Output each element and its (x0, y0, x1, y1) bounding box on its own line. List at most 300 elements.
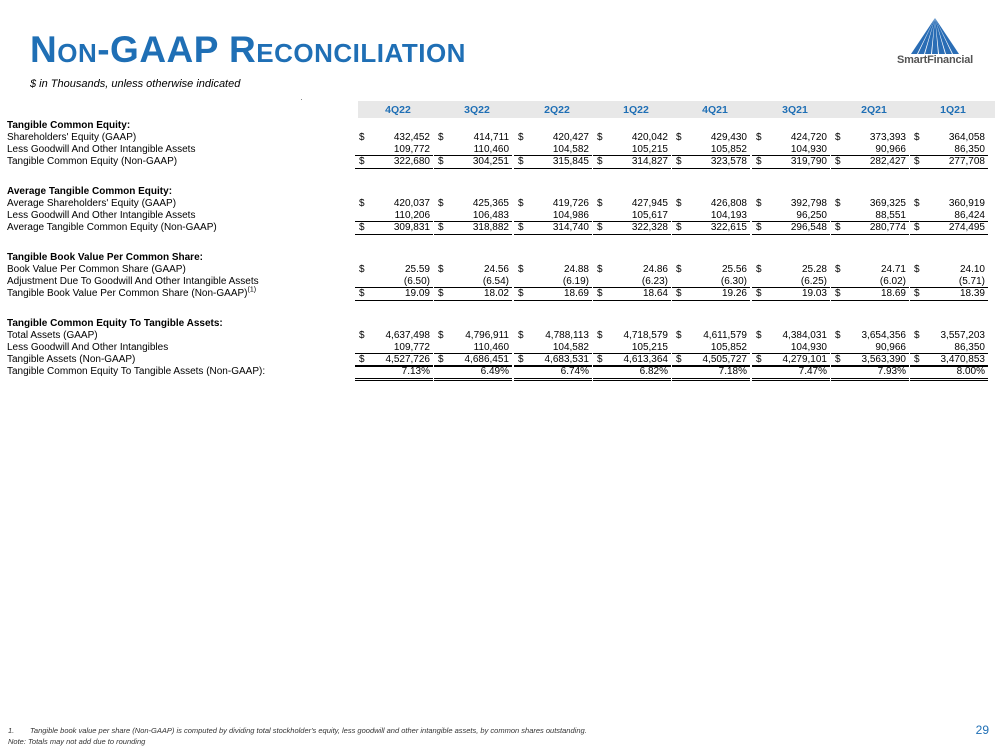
currency-symbol: $ (756, 222, 762, 233)
value-cell (752, 198, 830, 210)
row-label-text: Tangible Common Equity To Tangible Assets: (7, 318, 223, 329)
value-text: 309,831 (393, 222, 430, 233)
company-logo (880, 18, 990, 73)
currency-symbol: $ (359, 330, 365, 341)
currency-symbol: $ (835, 330, 841, 341)
value-text: 315,845 (552, 156, 589, 167)
row-label-text: Tangible Book Value Per Common Share (Non-GAAP) (7, 288, 248, 299)
value-cell (910, 264, 988, 276)
row-label-text: Tangible Book Value Per Common Share: (7, 252, 203, 263)
value-cell (910, 365, 988, 381)
currency-symbol: $ (835, 264, 841, 275)
currency-symbol: $ (835, 222, 841, 233)
value-text: 304,251 (472, 156, 509, 167)
value-text: 86,350 (954, 144, 985, 155)
value-text: 104,582 (552, 144, 589, 155)
currency-symbol: $ (359, 198, 365, 209)
value-text: 106,483 (472, 210, 509, 221)
value-text: 322,328 (631, 222, 668, 233)
value-text: 110,460 (473, 144, 509, 155)
value-text: 4,796,911 (465, 330, 509, 341)
currency-symbol: $ (597, 264, 603, 275)
row-label (7, 222, 217, 234)
value-text: 18.69 (563, 288, 589, 299)
currency-symbol: $ (676, 354, 682, 365)
value-cell (355, 264, 433, 276)
value-cell (593, 155, 671, 169)
value-text: 24.71 (880, 264, 906, 275)
currency-symbol: $ (597, 330, 603, 341)
value-cell (355, 132, 433, 144)
value-text: 427,945 (631, 198, 668, 209)
currency-symbol: $ (914, 198, 920, 209)
currency-symbol: $ (359, 156, 365, 167)
value-text: 7.18% (718, 366, 747, 377)
currency-symbol: $ (597, 156, 603, 167)
row-label (7, 276, 259, 288)
currency-symbol: $ (597, 198, 603, 209)
value-cell (434, 330, 512, 342)
row-label (7, 156, 177, 168)
section-header-row (7, 120, 997, 132)
value-text: 414,711 (473, 132, 509, 143)
row-label-text: Less Goodwill And Other Intangibles (7, 342, 169, 353)
currency-symbol: $ (359, 354, 365, 365)
table-row (7, 366, 997, 378)
value-text: 105,215 (631, 342, 668, 353)
value-text: 432,452 (393, 132, 430, 143)
value-cell (434, 287, 512, 301)
value-text: 322,615 (710, 222, 747, 233)
value-cell (831, 221, 909, 235)
value-text: 392,798 (790, 198, 827, 209)
value-cell (593, 198, 671, 210)
row-label (7, 198, 176, 210)
value-text: (6.30) (720, 276, 747, 287)
value-cell (752, 287, 830, 301)
currency-symbol: $ (756, 198, 762, 209)
value-cell (434, 365, 512, 381)
currency-symbol: $ (359, 222, 365, 233)
value-cell (672, 365, 750, 381)
value-text: 110,460 (473, 342, 509, 353)
row-label-text: Average Shareholders' Equity (GAAP) (7, 198, 177, 209)
table-row (7, 156, 997, 168)
value-text: 296,548 (790, 222, 827, 233)
value-cell (910, 287, 988, 301)
value-cell (672, 132, 750, 144)
currency-symbol: $ (438, 132, 444, 143)
row-label (7, 144, 195, 156)
row-label (7, 318, 223, 330)
value-cell (672, 155, 750, 169)
row-label-text: Book Value Per Common Share (GAAP) (7, 264, 186, 275)
row-label (7, 252, 203, 264)
value-text: 373,393 (869, 132, 906, 143)
value-text: 420,042 (631, 132, 668, 143)
value-text: 322,680 (393, 156, 430, 167)
decorative-dot (301, 99, 302, 100)
row-label (7, 342, 168, 354)
value-cell (434, 198, 512, 210)
column-header-4q21: 4Q21 (702, 104, 728, 116)
value-text: 282,427 (869, 156, 906, 167)
currency-symbol: $ (756, 354, 762, 365)
value-cell (752, 132, 830, 144)
value-cell (593, 221, 671, 235)
value-cell (752, 330, 830, 342)
spacer-row (7, 300, 997, 318)
value-text: 426,808 (710, 198, 747, 209)
currency-symbol: $ (597, 354, 603, 365)
row-label-text: Average Tangible Common Equity (Non-GAAP) (7, 222, 217, 233)
value-text: 109,772 (393, 342, 430, 353)
row-label (7, 330, 98, 342)
value-text: 4,279,101 (782, 354, 827, 365)
footnote-number: 1. (8, 726, 15, 735)
value-text: 104,582 (552, 342, 589, 353)
value-text: (6.25) (800, 276, 827, 287)
value-cell (355, 198, 433, 210)
value-cell (672, 221, 750, 235)
currency-symbol: $ (914, 222, 920, 233)
currency-symbol: $ (518, 222, 524, 233)
value-text: 277,708 (948, 156, 985, 167)
column-header-2q21: 2Q21 (861, 104, 887, 116)
currency-symbol: $ (359, 132, 365, 143)
value-text: 24.56 (483, 264, 509, 275)
value-cell (831, 330, 909, 342)
row-label (7, 120, 130, 132)
currency-symbol: $ (914, 264, 920, 275)
rounding-note: Note: Totals may not add due to rounding (8, 737, 146, 746)
value-text: 6.74% (560, 366, 589, 377)
currency-symbol: $ (835, 156, 841, 167)
value-text: 24.88 (563, 264, 589, 275)
value-cell (434, 221, 512, 235)
currency-symbol: $ (438, 330, 444, 341)
logo-pyramid-icon (905, 18, 965, 54)
section-header-row (7, 252, 997, 264)
value-cell (355, 330, 433, 342)
currency-symbol: $ (438, 354, 444, 365)
column-header-1q21: 1Q21 (940, 104, 966, 116)
value-text: 86,350 (954, 342, 985, 353)
currency-symbol: $ (518, 198, 524, 209)
value-text: 4,384,031 (782, 330, 827, 341)
currency-symbol: $ (676, 156, 682, 167)
value-text: 369,325 (869, 198, 906, 209)
currency-symbol: $ (518, 354, 524, 365)
value-text: 4,527,726 (385, 354, 430, 365)
value-cell (514, 132, 592, 144)
currency-symbol: $ (518, 264, 524, 275)
currency-symbol: $ (359, 264, 365, 275)
value-cell (593, 287, 671, 301)
row-label-text: Total Assets (GAAP) (7, 330, 98, 341)
logo-wordmark: SmartFinancial (896, 54, 974, 66)
table-row (7, 132, 997, 144)
page-number: 29 (975, 723, 989, 737)
currency-symbol: $ (597, 132, 603, 143)
row-label (7, 354, 135, 366)
footnote-text: Tangible book value per share (Non-GAAP) is computed by dividing total stockholder's equity, less goodwill and other intangible assets, by common shares outstanding. (30, 726, 587, 735)
value-text: 323,578 (710, 156, 747, 167)
value-cell (593, 330, 671, 342)
value-cell (831, 287, 909, 301)
value-cell (910, 155, 988, 169)
value-text: (6.54) (482, 276, 509, 287)
value-text: 319,790 (790, 156, 827, 167)
row-label (7, 210, 195, 222)
value-text: (6.19) (562, 276, 589, 287)
column-header-1q22: 1Q22 (623, 104, 649, 116)
value-text: (6.02) (879, 276, 906, 287)
currency-symbol: $ (756, 132, 762, 143)
currency-symbol: $ (676, 222, 682, 233)
value-text: 8.00% (956, 366, 985, 377)
value-text: 19.03 (801, 288, 827, 299)
value-text: 314,740 (552, 222, 589, 233)
value-text: 19.09 (404, 288, 430, 299)
section-header-row (7, 186, 997, 198)
value-text: 88,551 (875, 210, 906, 221)
row-label (7, 132, 136, 144)
column-header-2q22: 2Q22 (544, 104, 570, 116)
value-cell (593, 264, 671, 276)
value-text: 3,470,853 (940, 354, 985, 365)
value-text: 360,919 (948, 198, 985, 209)
currency-symbol: $ (518, 330, 524, 341)
value-cell (434, 264, 512, 276)
value-cell (752, 365, 830, 381)
value-text: 3,654,356 (861, 330, 906, 341)
value-cell (752, 221, 830, 235)
value-text: 18.02 (483, 288, 509, 299)
currency-symbol: $ (835, 198, 841, 209)
currency-symbol: $ (518, 132, 524, 143)
currency-symbol: $ (597, 222, 603, 233)
row-label-text: Tangible Common Equity To Tangible Assets (Non-GAAP): (7, 366, 266, 377)
value-cell (355, 287, 433, 301)
currency-symbol: $ (438, 222, 444, 233)
row-label (7, 186, 172, 198)
currency-symbol: $ (835, 132, 841, 143)
value-text: 4,718,579 (623, 330, 668, 341)
table-row (7, 288, 997, 300)
currency-symbol: $ (438, 264, 444, 275)
value-text: 6.49% (480, 366, 509, 377)
table-row (7, 222, 997, 234)
value-text: 4,611,579 (703, 330, 747, 341)
value-cell (910, 132, 988, 144)
value-cell (831, 198, 909, 210)
value-text: 3,563,390 (861, 354, 906, 365)
currency-symbol: $ (676, 288, 682, 299)
value-text: 18.69 (880, 288, 906, 299)
footnote-marker: (1) (247, 286, 257, 294)
value-text: 90,966 (875, 342, 906, 353)
value-text: 105,617 (631, 210, 668, 221)
spacer-row (7, 234, 997, 252)
value-text: 105,215 (631, 144, 668, 155)
column-header-4q22: 4Q22 (385, 104, 411, 116)
value-text: 105,852 (710, 342, 747, 353)
section-header-row (7, 318, 997, 330)
value-text: 90,966 (875, 144, 906, 155)
table-row (7, 264, 997, 276)
value-text: 104,930 (790, 342, 827, 353)
reconciliation-table (7, 120, 997, 378)
value-text: 96,250 (796, 210, 827, 221)
value-text: 419,726 (552, 198, 589, 209)
currency-symbol: $ (756, 156, 762, 167)
value-text: 6.82% (639, 366, 668, 377)
value-cell (672, 198, 750, 210)
value-cell (434, 155, 512, 169)
currency-symbol: $ (914, 156, 920, 167)
value-cell (434, 132, 512, 144)
value-text: 280,774 (869, 222, 906, 233)
value-cell (514, 264, 592, 276)
row-label-text: Shareholders' Equity (GAAP) (7, 132, 137, 143)
value-text: 24.86 (642, 264, 668, 275)
value-text: 4,683,531 (544, 354, 589, 365)
value-cell (910, 198, 988, 210)
currency-symbol: $ (676, 330, 682, 341)
value-cell (514, 287, 592, 301)
page-subtitle: $ in Thousands, unless otherwise indicated (30, 78, 241, 90)
value-text: (6.50) (403, 276, 430, 287)
value-text: 25.56 (721, 264, 747, 275)
row-label-text: Adjustment Due To Goodwill And Other Intangible Assets (7, 276, 259, 287)
value-text: 7.47% (798, 366, 827, 377)
value-text: (6.23) (641, 276, 668, 287)
value-cell (752, 264, 830, 276)
currency-symbol: $ (676, 198, 682, 209)
row-label-text: Less Goodwill And Other Intangible Assets (7, 210, 196, 221)
value-text: (5.71) (958, 276, 985, 287)
table-row (7, 198, 997, 210)
value-text: 3,557,203 (940, 330, 985, 341)
column-header-3q22: 3Q22 (464, 104, 490, 116)
value-text: 4,788,113 (545, 330, 589, 341)
currency-symbol: $ (756, 264, 762, 275)
value-text: 18.64 (642, 288, 668, 299)
row-label (7, 288, 256, 300)
currency-symbol: $ (756, 330, 762, 341)
value-text: 425,365 (472, 198, 509, 209)
row-label (7, 264, 186, 276)
row-label-text: Less Goodwill And Other Intangible Assets (7, 144, 196, 155)
currency-symbol: $ (359, 288, 365, 299)
currency-symbol: $ (518, 288, 524, 299)
value-text: 318,882 (472, 222, 509, 233)
value-text: 364,058 (948, 132, 985, 143)
value-cell (831, 155, 909, 169)
value-cell (831, 365, 909, 381)
page-title: Non-GAAP Reconciliation (30, 29, 466, 70)
value-text: 274,495 (948, 222, 985, 233)
value-text: 109,772 (393, 144, 430, 155)
value-text: 4,613,364 (623, 354, 668, 365)
value-cell (514, 330, 592, 342)
value-cell (831, 132, 909, 144)
value-text: 104,930 (790, 144, 827, 155)
currency-symbol: $ (676, 132, 682, 143)
row-label-text: Tangible Assets (Non-GAAP) (7, 354, 136, 365)
value-text: 420,427 (552, 132, 589, 143)
value-text: 104,986 (552, 210, 589, 221)
currency-symbol: $ (835, 354, 841, 365)
column-header-3q21: 3Q21 (782, 104, 808, 116)
currency-symbol: $ (914, 132, 920, 143)
currency-symbol: $ (914, 330, 920, 341)
spacer-row (7, 168, 997, 186)
currency-symbol: $ (518, 156, 524, 167)
value-text: 424,720 (790, 132, 827, 143)
value-text: 420,037 (393, 198, 430, 209)
value-cell (672, 287, 750, 301)
value-cell (514, 365, 592, 381)
currency-symbol: $ (597, 288, 603, 299)
value-text: 314,827 (631, 156, 668, 167)
value-cell (672, 264, 750, 276)
value-text: 86,424 (954, 210, 985, 221)
value-cell (355, 155, 433, 169)
row-label-text: Average Tangible Common Equity: (7, 186, 173, 197)
value-cell (514, 221, 592, 235)
value-text: 429,430 (710, 132, 747, 143)
value-cell (514, 155, 592, 169)
value-text: 4,505,727 (702, 354, 747, 365)
row-label-text: Tangible Common Equity: (7, 120, 131, 131)
value-text: 105,852 (710, 144, 747, 155)
value-cell (514, 198, 592, 210)
currency-symbol: $ (756, 288, 762, 299)
value-text: 110,206 (394, 210, 430, 221)
value-text: 4,637,498 (385, 330, 430, 341)
value-text: 25.59 (404, 264, 430, 275)
currency-symbol: $ (835, 288, 841, 299)
value-cell (593, 132, 671, 144)
value-text: 25.28 (801, 264, 827, 275)
currency-symbol: $ (438, 288, 444, 299)
row-label (7, 366, 265, 378)
row-label-text: Tangible Common Equity (Non-GAAP) (7, 156, 178, 167)
value-text: 7.13% (401, 366, 430, 377)
value-text: 19.26 (721, 288, 747, 299)
value-text: 7.93% (877, 366, 906, 377)
value-cell (672, 330, 750, 342)
value-cell (910, 221, 988, 235)
currency-symbol: $ (438, 156, 444, 167)
value-cell (831, 264, 909, 276)
value-text: 4,686,451 (464, 354, 509, 365)
value-cell (355, 365, 433, 381)
value-text: 104,193 (710, 210, 747, 221)
value-text: 18.39 (959, 288, 985, 299)
footnote (8, 726, 587, 735)
value-text: 24.10 (959, 264, 985, 275)
currency-symbol: $ (914, 288, 920, 299)
value-cell (752, 155, 830, 169)
value-cell (593, 365, 671, 381)
table-row (7, 330, 997, 342)
currency-symbol: $ (914, 354, 920, 365)
currency-symbol: $ (676, 264, 682, 275)
value-cell (355, 221, 433, 235)
